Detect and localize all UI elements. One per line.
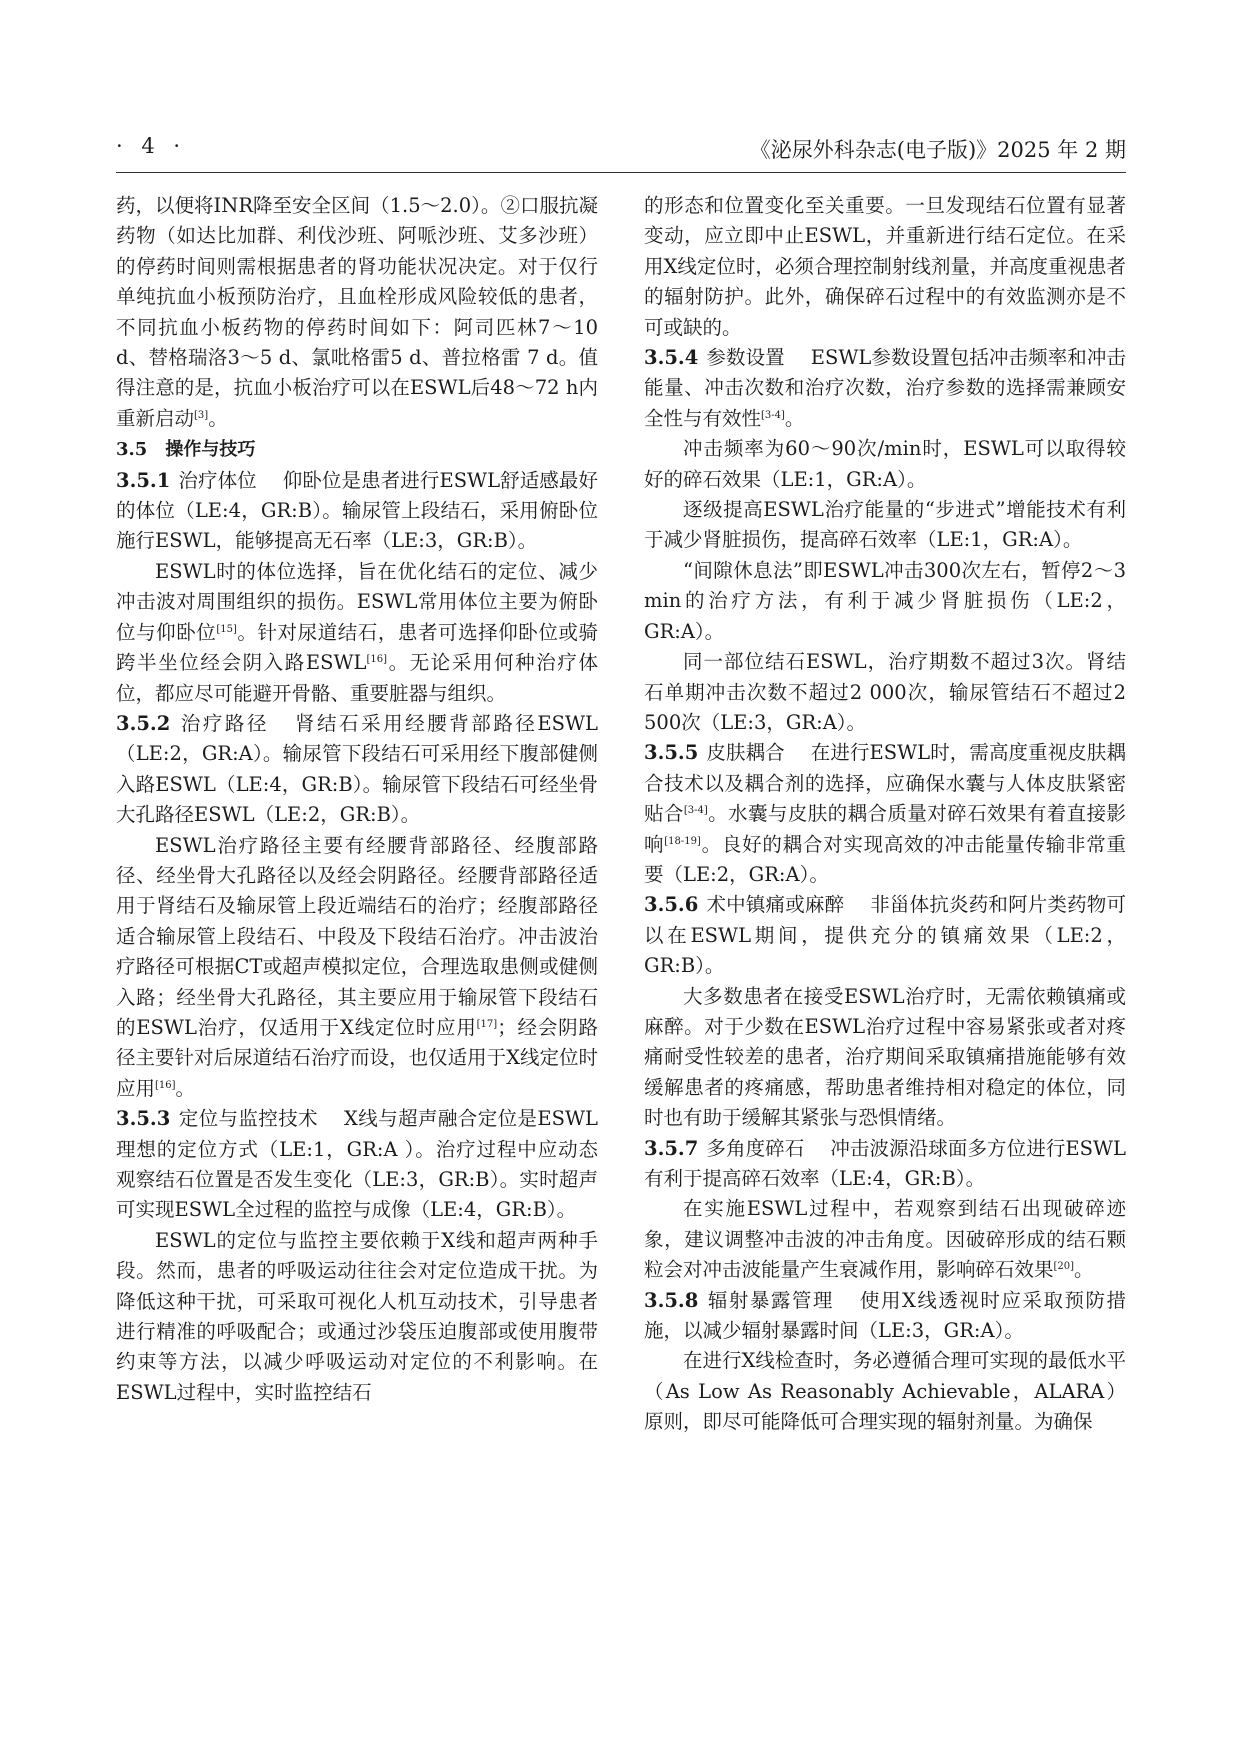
text: ；经会阴路径主要针对后尿道结石治疗而设，也仅适用于X线定位时应用 [116, 1015, 598, 1100]
text: 。水囊与皮肤的耦合质量对碎石效果有着直接影响 [644, 802, 1126, 856]
text: 。 [208, 406, 228, 430]
citation: [15] [216, 623, 237, 635]
subsection-3-5-1 [116, 466, 598, 557]
paragraph [116, 1226, 598, 1408]
subsection-number: 3.5.4 [644, 346, 699, 370]
text: 。 [175, 1076, 196, 1100]
subsection-title: 治疗路径 [178, 711, 269, 735]
subsection-3-5-7 [644, 1134, 1126, 1195]
text: 的形态和位置变化至关重要。一旦发现结石位置有显著变动，应立即中止ESWL，并重新进行结石定位。在采用X线定位时，必须合理控制射线剂量，并高度重视患者的辐射防护。此外，确保碎石过程中的有效监测亦是不可或缺的。 [644, 194, 1126, 339]
subsection-title: 多角度碎石 [706, 1136, 805, 1160]
subsection-title: 治疗体位 [178, 468, 257, 492]
heading-text: 3.5 操作与技巧 [116, 439, 256, 461]
paragraph [644, 1346, 1126, 1437]
citation: [17] [476, 1018, 498, 1030]
paragraph [644, 191, 1126, 343]
text: 。无论采用何种治疗体位，都应尽可能避开骨骼、重要脏器与组织。 [116, 651, 598, 705]
text: 。针对尿道结石，患者可选择仰卧位或骑跨半坐位经会阴入路ESWL [116, 620, 598, 675]
text: 冲击频率为60～90次/min时，ESWL可以取得较好的碎石效果（LE:1，GR:A）。 [644, 437, 1126, 491]
subsection-title: 定位与监控技术 [178, 1107, 319, 1131]
page-header [116, 134, 1126, 170]
subsection-number: 3.5.1 [116, 468, 171, 492]
text: 肾结石采用经腰背部路径ESWL（LE:2，GR:A）。输尿管下段结石可采用经下腹部健侧入路ESWL（LE:4，GR:B）。输尿管下段结石可经坐骨大孔路径ESWL（LE:2，GR:B）。 [116, 711, 598, 827]
text: 。 [784, 406, 805, 430]
text: 。良好的耦合对实现高效的冲击能量传输非常重要（LE:2，GR:A）。 [644, 832, 1126, 886]
citation: [16] [155, 1079, 176, 1091]
subsection-3-5-2 [116, 709, 598, 831]
paragraph [644, 495, 1126, 556]
text: 。 [1074, 1258, 1094, 1282]
subsection-3-5-5 [644, 738, 1126, 890]
text: 同一部位结石ESWL，治疗期数不超过3次。肾结石单期冲击次数不超过2 000次，输尿管结石不超过2 500次（LE:3，GR:A）。 [644, 650, 1126, 734]
paragraph [644, 434, 1126, 495]
text: 使用X线透视时应采取预防措施，以减少辐射暴露时间（LE:3，GR:A）。 [644, 1288, 1126, 1343]
text: 逐级提高ESWL治疗能量的“步进式”增能技术有利于减少肾脏损伤，提高碎石效率（LE:1，GR:A）。 [644, 498, 1126, 552]
citation: [3] [194, 409, 209, 421]
subsection-title: 术中镇痛或麻醉 [706, 893, 845, 917]
paragraph [116, 831, 598, 1105]
text: ESWL治疗路径主要有经腰背部路径、经腹部路径、经坐骨大孔路径以及经会阴路径。经腰背部路径适用于肾结石及输尿管上段近端结石的治疗；经腹部路径适合输尿管上段结石、中段及下段结石治疗。冲击波治疗路径可根据CT或超声模拟定位，合理选取患侧或健侧入路；经坐骨大孔路径，其主要应用于输尿管下段结石的ESWL治疗，仅适用于X线定位时应用 [116, 833, 598, 1039]
text: X线与超声融合定位是ESWL理想的定位方式（LE:1，GR:A ）。治疗过程中应动态观察结石位置是否发生变化（LE:3，GR:B）。实时超声可实现ESWL全过程的监控与成像（LE:4，GR:B）。 [116, 1107, 598, 1222]
paragraph [644, 982, 1126, 1134]
paragraph [116, 557, 598, 709]
text: ESWL参数设置包括冲击频率和冲击能量、冲击次数和治疗次数，治疗参数的选择需兼顾安全性与有效性 [644, 346, 1126, 430]
page-number: · 4 · [116, 134, 187, 158]
subsection-number: 3.5.7 [644, 1136, 699, 1160]
text: “间隙休息法”即ESWL冲击300次左右，暂停2～3 min的治疗方法，有利于减少肾脏损伤（LE:2，GR:A）。 [644, 558, 1126, 643]
subsection-3-5-4 [644, 343, 1126, 434]
subsection-number: 3.5.6 [644, 893, 699, 917]
text: 非甾体抗炎药和阿片类药物可以在ESWL期间，提供充分的镇痛效果（LE:2，GR:B）。 [644, 893, 1126, 978]
paragraph [116, 191, 598, 434]
text: 在进行ESWL时，需高度重视皮肤耦合技术以及耦合剂的选择，应确保水囊与人体皮肤紧密贴合 [644, 741, 1126, 826]
subsection-number: 3.5.8 [644, 1288, 699, 1312]
subsection-number: 3.5.3 [116, 1107, 171, 1131]
citation: [20] [1053, 1261, 1075, 1273]
left-column [116, 191, 598, 1408]
text: ESWL的定位与监控主要依赖于X线和超声两种手段。然而，患者的呼吸运动往往会对定位造成干扰。为降低这种干扰，可采取可视化人机互动技术，引导患者进行精准的呼吸配合；或通过沙袋压迫腹部或使用腹带约束等方法，以减少呼吸运动对定位的不利影响。在ESWL过程中，实时监控结石 [116, 1228, 598, 1404]
text: 在实施ESWL过程中，若观察到结石出现破碎迹象，建议调整冲击波的冲击角度。因破碎形成的结石颗粒会对冲击波能量产生衰减作用，影响碎石效果 [644, 1197, 1126, 1282]
paragraph [644, 647, 1126, 738]
citation: [3-4] [683, 805, 708, 817]
text: 大多数患者在接受ESWL治疗时，无需依赖镇痛或麻醉。对于少数在ESWL治疗过程中容易紧张或者对疼痛耐受性较差的患者，治疗期间采取镇痛措施能够有效缓解患者的疼痛感，帮助患者维持相对稳定的体位，同时也有助于缓解其紧张与恐惧情绪。 [644, 984, 1126, 1130]
subsection-title: 皮肤耦合 [706, 741, 785, 765]
paragraph [644, 1194, 1126, 1285]
subsection-3-5-6 [644, 890, 1126, 981]
subsection-number: 3.5.2 [116, 711, 171, 735]
subsection-number: 3.5.5 [644, 741, 699, 765]
subsection-3-5-3 [116, 1104, 598, 1226]
subsection-title: 辐射暴露管理 [706, 1288, 834, 1312]
citation: [18-19] [664, 835, 701, 847]
subsection-3-5-8 [644, 1286, 1126, 1347]
right-column [644, 191, 1126, 1438]
text: ESWL时的体位选择，旨在优化结石的定位、减少冲击波对周围组织的损伤。ESWL常用体位主要为俯卧位与仰卧位 [116, 559, 598, 644]
text: 在进行X线检查时，务必遵循合理可实现的最低水平（As Low As Reasonably Achievable，ALARA）原则，即尽可能降低可合理实现的辐射剂量。为确保 [644, 1349, 1126, 1434]
text: 冲击波源沿球面多方位进行ESWL有利于提高碎石效率（LE:4，GR:B）。 [644, 1136, 1126, 1190]
citation: [3-4] [761, 409, 785, 421]
citation: [16] [366, 654, 387, 666]
journal-title: 《泌尿外科杂志(电子版)》2025 年 2 期 [749, 138, 1126, 162]
text: 药，以便将INR降至安全区间（1.5～2.0）。②口服抗凝药物（如达比加群、利伐沙班、阿哌沙班、艾多沙班）的停药时间则需根据患者的肾功能状况决定。对于仅行单纯抗血小板预防治疗，且血栓形成风险较低的患者，不同抗血小板药物的停药时间如下：阿司匹林7～10 d、替格瑞洛3～5 d、氯吡格雷5 d、普拉格雷 7 d。值得注意的是，抗血小板治疗可以在ESWL后48～72 h内重新启动 [116, 194, 599, 430]
header-rule [116, 172, 1126, 173]
paragraph [644, 556, 1126, 647]
section-heading-3-5 [116, 434, 598, 465]
text: 仰卧位是患者进行ESWL舒适感最好的体位（LE:4，GR:B）。输尿管上段结石，采用俯卧位施行ESWL，能够提高无石率（LE:3，GR:B）。 [116, 468, 598, 553]
subsection-title: 参数设置 [706, 346, 785, 370]
